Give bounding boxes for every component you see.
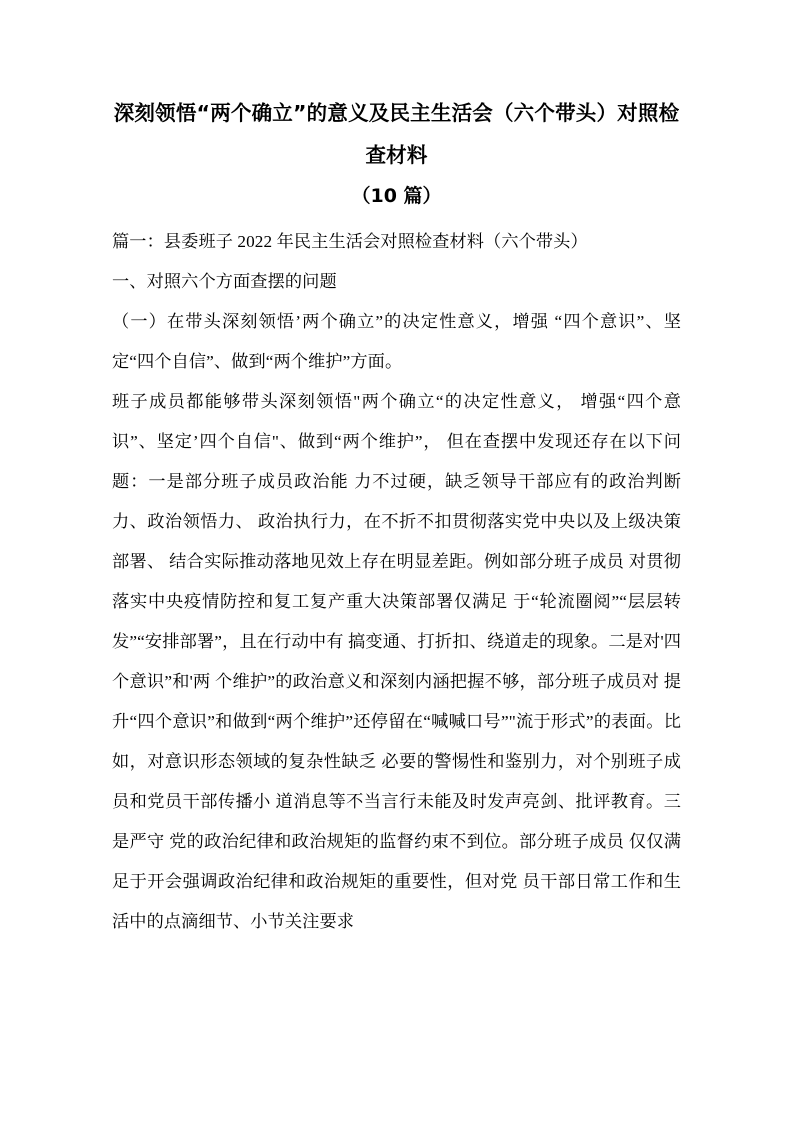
paragraph-section-heading: 篇一：县委班子 2022 年民主生活会对照检查材料（六个带头） [112,232,588,251]
paragraph-body: 班子成员都能够带头深刻领悟"两个确立“的决定性意义， 增强“四个意识”、坚定’四个自信"、做到“两个维护”， 但在查摆中发现还存在以下问题：一是部分班子成员政治能 力不过硬，缺乏领导干部应有的政治判断力、政治领悟力、 政治执行力，在不折不扣贯彻落实党中央以及上级决策部署、 结合实际推动落地见效上存在明显差距。例如部分班子成员 对贯彻落实中央疫情防控和复工复产重大决策部署仅满足 于“轮流圈阅”“层层转发”“安排部署”，且在行动中有 搞变通、打折扣、绕道走的现象。二是对'四个意识”和'两 个维护”的政治意义和深刻内涵把握不够，部分班子成员对 提升“四个意识”和做到“两个维护”还停留在“喊喊口号”"流于形式”的表面。比如，对意识形态领域的复杂性缺乏 必要的警惕性和鉴别力，对个别班子成员和党员干部传播小 道消息等不当言行未能及时发声亮剑、批评教育。三是严守 党的政治纪律和政治规矩的监督约束不到位。部分班子成员 仅仅满足于开会强调政治纪律和政治规矩的重要性，但对党 员干部日常工作和生活中的点滴细节、小节关注要求 [112,392,681,931]
paragraph-list-heading: 一、对照六个方面查摆的问题 [112,272,337,291]
page-title: 深刻领悟“两个确立”的意义及民主生活会（六个带头）对照检查材料 [113,101,680,167]
paragraph-subsection-heading: （一）在带头深刻领悟’两个确立”的决定性意义，增强 “四个意识”、坚定“四个自信”、做到“两个维护”方面。 [112,312,681,371]
page-subtitle: （10 篇） [351,185,442,207]
